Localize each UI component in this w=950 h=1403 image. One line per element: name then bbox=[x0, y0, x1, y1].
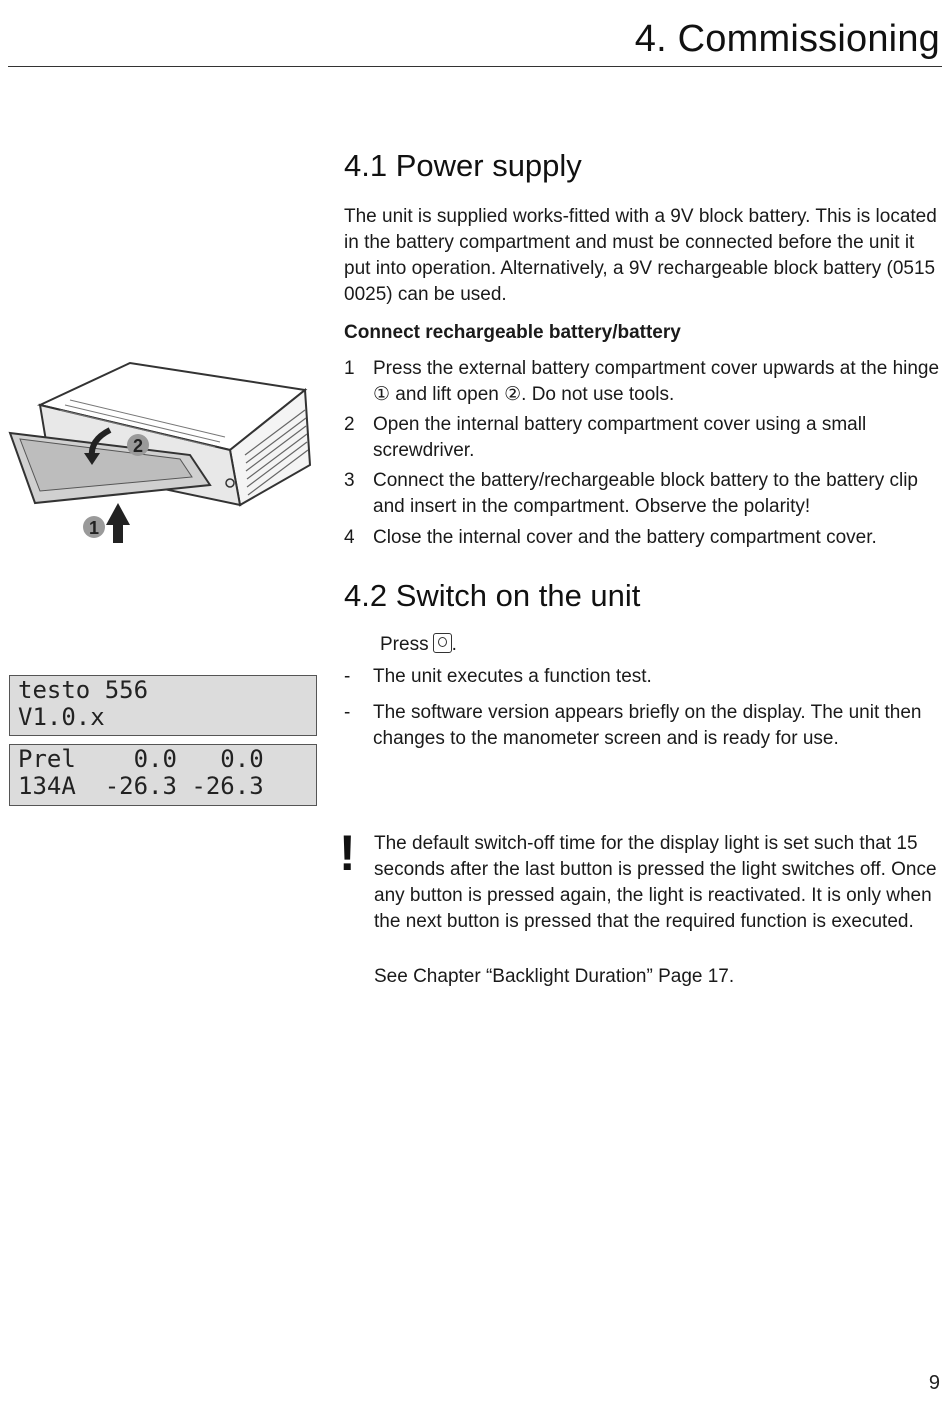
step-item bbox=[344, 525, 944, 551]
step-text: Open the internal battery compartment cover using a small screwdriver. bbox=[373, 414, 867, 461]
step-text: Press the external battery compartment cover upwards at the hinge ① and lift open ②. Do not use tools. bbox=[373, 358, 940, 405]
bullet-dash: - bbox=[344, 666, 351, 687]
lcd-line: testo 556 bbox=[18, 676, 149, 704]
page-number: 9 bbox=[928, 1372, 940, 1394]
power-supply-intro bbox=[344, 204, 944, 308]
intro-text-after: ) can be used. bbox=[386, 284, 507, 305]
step-item bbox=[344, 412, 944, 464]
step-text: Close the internal cover and the battery compartment cover. bbox=[373, 527, 877, 548]
lcd-display-manometer bbox=[9, 744, 317, 806]
step-item bbox=[344, 356, 944, 408]
step-number: 4 bbox=[344, 527, 355, 548]
battery-compartment-illustration bbox=[0, 355, 330, 550]
lcd-display-version bbox=[9, 675, 317, 736]
warning-exclamation-icon: ! bbox=[339, 825, 356, 881]
callout-1-label: 1 bbox=[88, 518, 100, 538]
section-title-switch-on: 4.2 Switch on the unit bbox=[344, 578, 641, 613]
bullet-dash: - bbox=[344, 702, 351, 723]
step-number: 1 bbox=[344, 358, 355, 379]
callout-2-label: 2 bbox=[132, 436, 144, 456]
lcd-line: V1.0.x bbox=[18, 703, 105, 731]
part-number: 0515 0025 bbox=[344, 258, 936, 305]
step-item bbox=[344, 468, 944, 520]
section-title-power-supply: 4.1 Power supply bbox=[344, 148, 582, 183]
step-number: 3 bbox=[344, 470, 355, 491]
subheading-connect-battery: Connect rechargeable battery/battery bbox=[344, 322, 681, 343]
bullet-item bbox=[344, 700, 944, 752]
chapter-title: 4. Commissioning bbox=[634, 18, 940, 60]
note-text: The default switch-off time for the display light is set such that 15 seconds after the last button is pressed the light switches off. Once any button is pressed again, the light is reactivated. It is only when the next button is pressed that the required function is executed. bbox=[374, 833, 937, 932]
step-text: Connect the battery/rechargeable block battery to the battery clip and insert in the compartment. Observe the polarity! bbox=[373, 470, 918, 517]
bullet-text: The software version appears briefly on the display. The unit then changes to the manometer screen and is ready for use. bbox=[373, 702, 922, 749]
press-label: Press bbox=[380, 634, 429, 655]
note-reference: See Chapter “Backlight Duration” Page 17. bbox=[374, 966, 735, 987]
press-suffix: . bbox=[451, 634, 457, 655]
lcd-line: 134A -26.3 -26.3 bbox=[18, 772, 264, 800]
lcd-line: Prel 0.0 0.0 bbox=[18, 745, 264, 773]
header-rule bbox=[8, 66, 942, 67]
bullet-item bbox=[344, 664, 944, 690]
power-key-icon bbox=[433, 633, 452, 653]
bullet-text: The unit executes a function test. bbox=[373, 666, 652, 687]
press-instruction bbox=[380, 630, 457, 658]
step-number: 2 bbox=[344, 414, 355, 435]
intro-text-before: The unit is supplied works-fitted with a 9V block battery. This is located in the battery compartment and must be connected before the unit it put into operation. Alternatively, a 9V rechargeable block battery ( bbox=[344, 206, 937, 279]
